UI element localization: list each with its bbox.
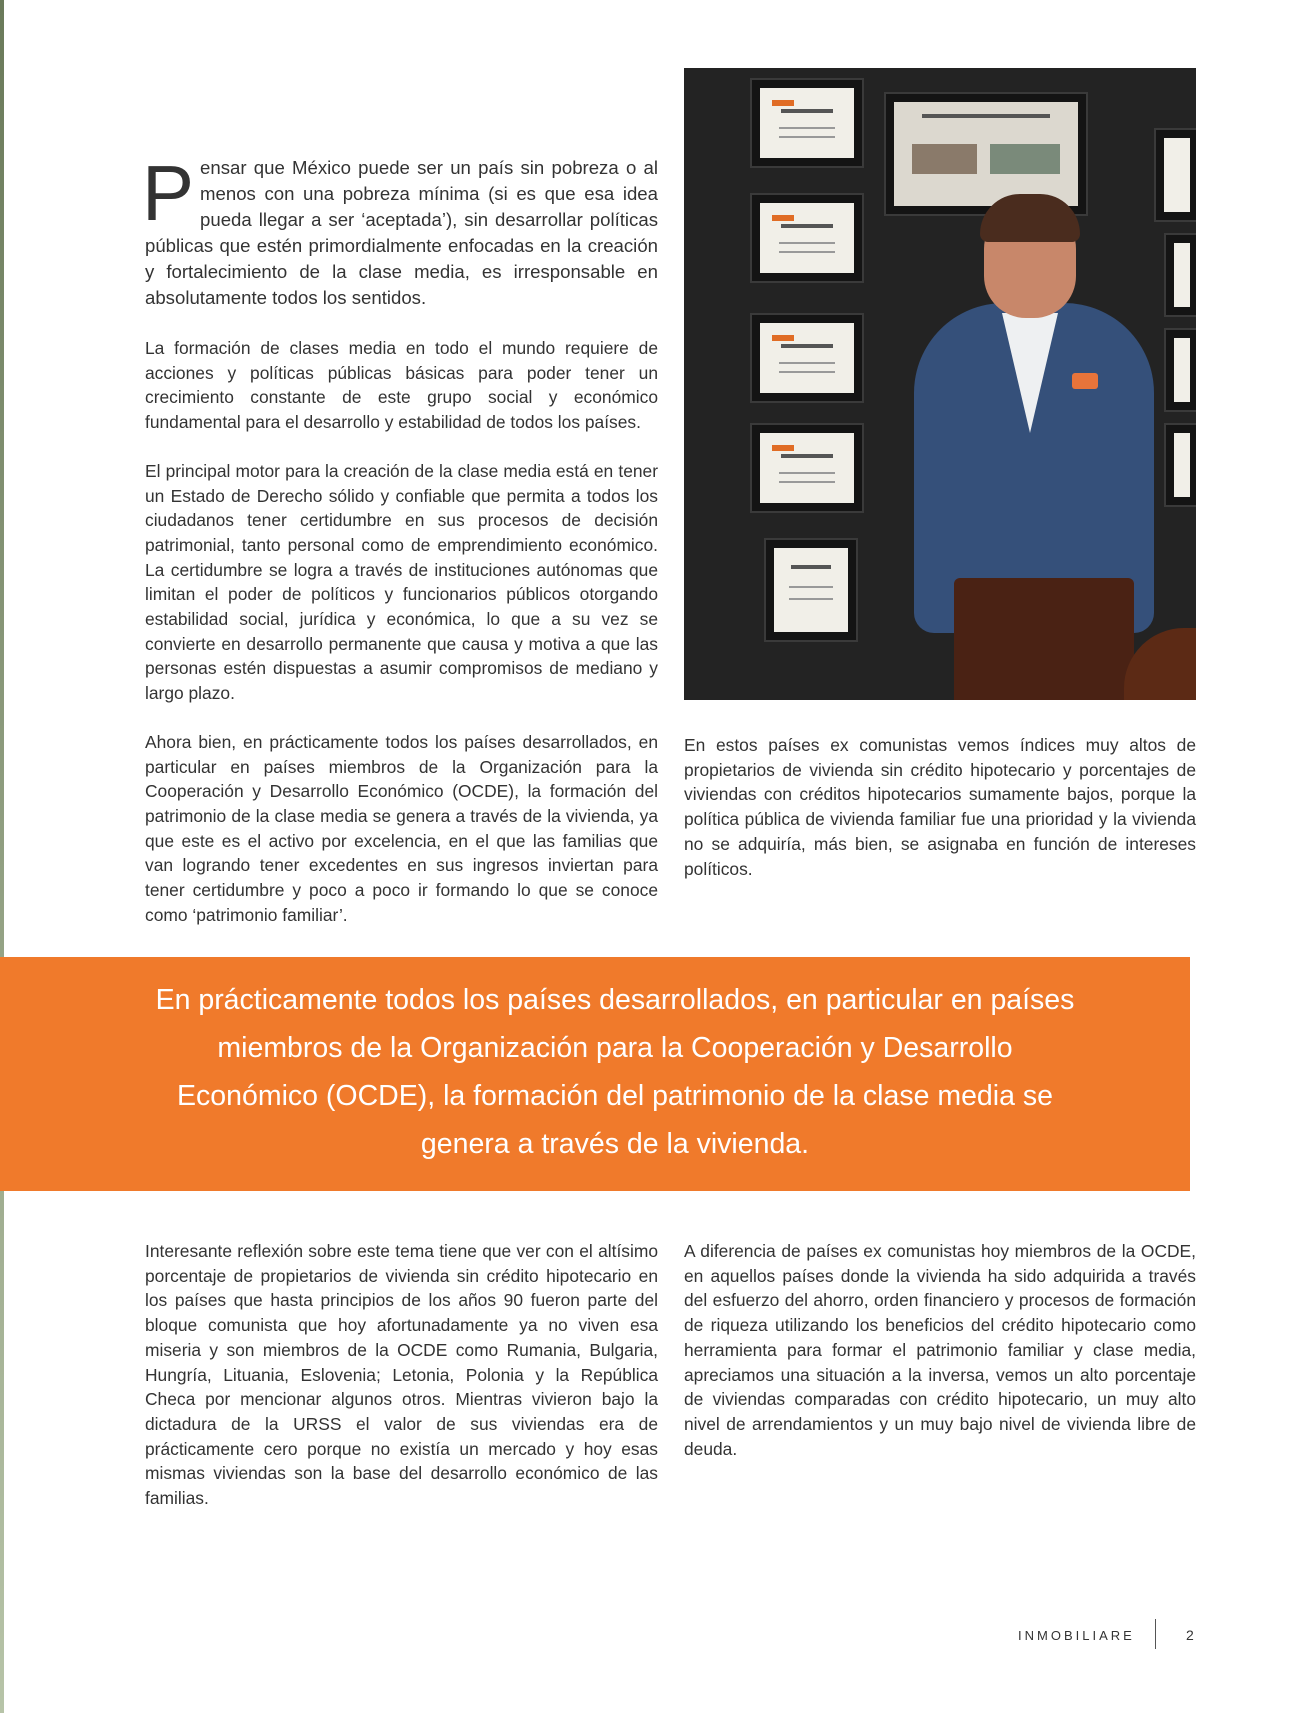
certificate-frame [1164, 233, 1196, 317]
pull-quote: En prácticamente todos los países desarrollados, en particular en países miembros de la Organización para la Cooperación y Desarrollo Económico (OCDE), la formación del patrimonio de la clase media se genera a través de la vivienda. [155, 984, 1075, 1160]
body-paragraph: El principal motor para la creación de la clase media está en tener un Estado de Derecho sólido y confiable que permita a todos los ciudadanos tener certidumbre en sus procesos de decisión patrimonial, tanto personal como de emprendimiento económico. La certidumbre se logra a través de instituciones autónomas que limitan el poder de políticos y funcionarios públicos otorgando estabilidad social, jurídica y económica, lo que a su vez se convierte en desarrollo permanente que causa y motiva a que las personas estén dispuestas a asumir compromisos de mediano y largo plazo. [145, 460, 658, 704]
chair [954, 578, 1134, 700]
body-paragraph: Ahora bien, en prácticamente todos los países desarrollados, en particular en países miembros de la Organización para la Cooperación y Desarrollo Económico (OCDE), la formación del patrimonio de la clase media se genera a través de la vivienda, ya que este es el activo por excelencia, en el que las familias que van logrando tener excedentes en sus ingresos inviertan para tener certidumbre y poco a poco ir formando lo que se conoce como ‘patrimonio familiar’. [145, 731, 658, 925]
certificate-frame [1164, 423, 1196, 507]
drop-cap: P [142, 149, 195, 237]
certificate-frame [1164, 328, 1196, 412]
certificate-frame [750, 313, 864, 403]
pocket-square [1072, 373, 1098, 389]
body-paragraph: A diferencia de países ex comunistas hoy miembros de la OCDE, en aquellos países donde la vivienda ha sido adquirida a través del esfuerzo del ahorro, orden financiero y procesos de formación de riqueza utilizando los beneficios del crédito hipotecario como herramienta para formar el patrimonio familiar y clase media, apreciamos una situación a la inversa, vemos un alto porcentaje de viviendas comparadas con crédito hipotecario, un muy alto nivel de arrendamientos y un muy bajo nivel de vivienda libre de deuda. [684, 1241, 1196, 1459]
body-paragraph: La formación de clases media en todo el mundo requiere de acciones y políticas públicas básicas para poder tener un crecimiento constante de este grupo social y económico fundamental para el desarrollo y estabilidad de todos los países. [145, 338, 658, 433]
right-column-bottom [684, 1239, 1196, 1461]
left-column-top [145, 336, 658, 927]
table [1124, 628, 1196, 700]
certificate-frame [750, 78, 864, 168]
lead-text: ensar que México puede ser un país sin pobreza o al menos con una pobreza mínima (si es que esa idea pueda llegar a ser ‘aceptada’), sin desarrollar políticas públicas que estén primordialmente enfocadas en la creación y fortalecimiento de la clase media, es irresponsable en absolutamente todos los sentidos. [145, 157, 658, 308]
certificate-frame [1154, 128, 1196, 222]
publication-name: INMOBILIARE [1018, 1628, 1135, 1643]
portrait-photo [684, 68, 1196, 700]
page-edge-strip [0, 0, 4, 1713]
body-paragraph: En estos países ex comunistas vemos índices muy altos de propietarios de vivienda sin crédito hipotecario y porcentajes de viviendas con créditos hipotecarios sumamente bajos, porque la política pública de vivienda familiar fue una prioridad y la vivienda no se adquiría, más bien, se asignaba en función de intereses políticos. [684, 735, 1196, 879]
body-paragraph: Interesante reflexión sobre este tema tiene que ver con el altísimo porcentaje de propietarios de vivienda sin crédito hipotecario en los países que hasta principios de los años 90 fueron parte del bloque comunista que hoy afortunadamente ya no viven esa miseria y son miembros de la OCDE como Rumania, Bulgaria, Hungría, Lituania, Eslovenia; Letonia, Polonia y la República Checa por mencionar algunos otros. Mientras vivieron bajo la dictadura de la URSS el valor de sus viviendas era de prácticamente cero porque no existía un mercado y hoy esas mismas viviendas son la base del desarrollo económico de las familias. [145, 1241, 658, 1509]
right-column-top [684, 733, 1196, 881]
certificate-frame [764, 538, 858, 642]
lead-paragraph [142, 149, 658, 311]
left-column-bottom [145, 1239, 658, 1511]
page-number: 2 [1186, 1627, 1194, 1643]
certificate-frame [750, 193, 864, 283]
footer-divider [1155, 1619, 1156, 1649]
certificate-frame [750, 423, 864, 513]
